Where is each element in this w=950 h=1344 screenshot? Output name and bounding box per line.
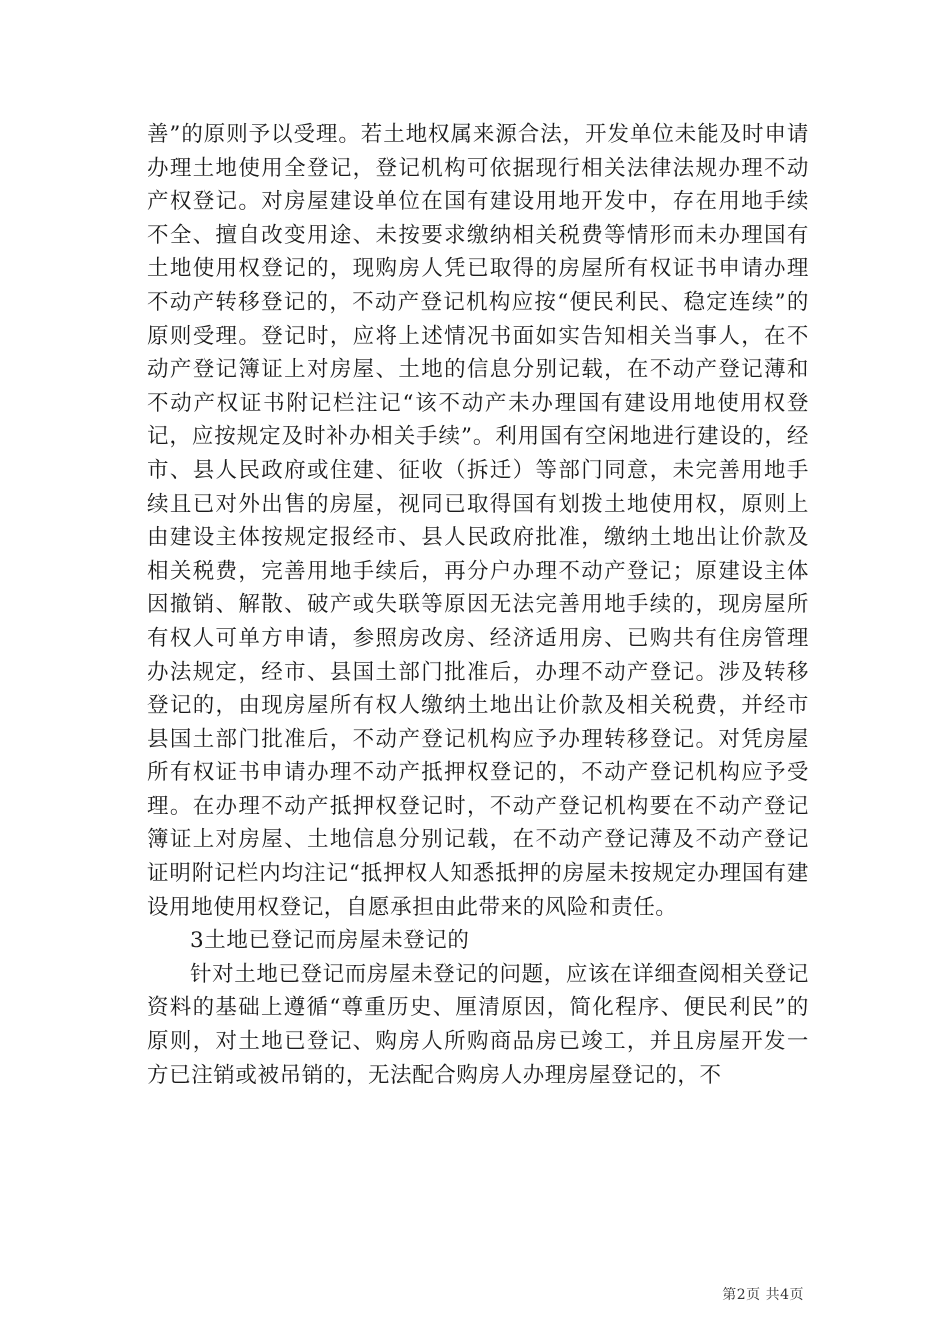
body-paragraph: 善”的原则予以受理。若土地权属来源合法，开发单位未能及时申请办理土地使用全登记，登记机构可依据现行相关法律法规办理不动产权登记。对房屋建设单位在国有建设用地开发中，存在用地手续不全、擅自改变用途、未按要求缴纳相关税费等情形而未办理国有土地使用权登记的，现购房人凭已取得的房屋所有权证书申请办理不动产转移登记的，不动产登记机构应按“便民利民、稳定连续”的原则受理。登记时，应将上述情况书面如实告知相关当事人，在不动产登记簿证上对房屋、土地的信息分别记载，在不动产登记薄和不动产权证书附记栏注记“该不动产未办理国有建设用地使用权登记，应按规定及时补办相关手续”。利用国有空闲地进行建设的，经市、县人民政府或住建、征收（拆迁）等部门同意，未完善用地手续且已对外出售的房屋，视同已取得国有划拨土地使用权，原则上由建设主体按规定报经市、县人民政府批准，缴纳土地出让价款及相关税费，完善用地手续后，再分户办理不动产登记；原建设主体因撤销、解散、破产或失联等原因无法完善用地手续的，现房屋所有权人可单方申请，参照房改房、经济适用房、已购共有住房管理办法规定，经市、县国土部门批准后，办理不动产登记。涉及转移登记的，由现房屋所有权人缴纳土地出让价款及相关税费，并经市县国土部门批准后，不动产登记机构应予办理转移登记。对凭房屋所有权证书申请办理不动产抵押权登记的，不动产登记机构应予受理。在办理不动产抵押权登记时，不动产登记机构要在不动产登记簿证上对房屋、土地信息分别记载，在不动产登记薄及不动产登记证明附记栏内均注记“抵押权人知悉抵押的房屋未按规定办理国有建设用地使用权登记，自愿承担由此带来的风险和责任。	[147, 122, 809, 920]
page-number: 第2页 共4页	[722, 1287, 804, 1303]
section-heading: 3土地已登记而房屋未登记的	[190, 928, 470, 954]
body-paragraph: 针对土地已登记而房屋未登记的问题，应该在详细查阅相关登记资料的基础上遵循“尊重历史、厘清原因，简化程序、便民利民”的原则，对土地已登记、购房人所购商品房已竣工，并且房屋开发一方已注销或被吊销的，无法配合购房人办理房屋登记的，不	[147, 961, 809, 1088]
document-body	[147, 118, 809, 1092]
